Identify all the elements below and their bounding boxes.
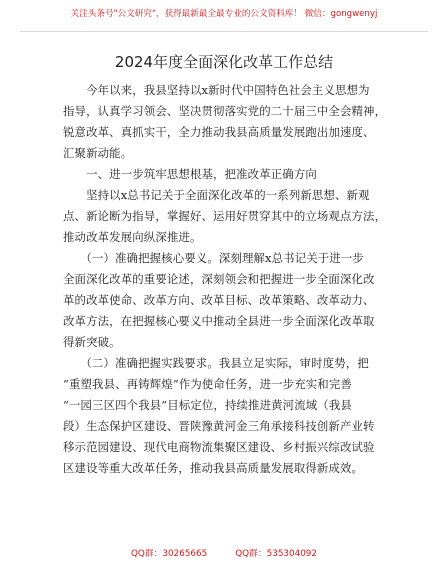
header-divider [20, 31, 428, 32]
text-line: （一）准确把握核心要义。深刻理解x总书记关于进一步 [63, 251, 364, 265]
promo-header: 关注头条号"公文研究"，获得最新最全最专业的公文资料库！ 微信：gongwenyj [70, 9, 378, 19]
document-body [63, 80, 385, 479]
text-line: 点、新论断为指导，掌握好、运用好贯穿其中的立场观点方法， [63, 209, 387, 223]
text-line: 段）生态保护区建设、晋陕豫黄河金三角承接科技创新产业转 [63, 419, 375, 433]
text-line: 汇聚新动能。 [63, 146, 133, 160]
text-line: “一园三区四个我县”目标定位，持续推进黄河流域（我县 [63, 398, 352, 412]
text-line: 推动改革发展向纵深推进。 [63, 230, 202, 244]
text-line: 锐意改革、真抓实干，全力推动我县高质量发展跑出加速度、 [63, 125, 375, 139]
text-line: 区建设等重大改革任务，推动我县高质量发展取得新成效。 [63, 461, 364, 475]
text-line: 今年以来，我县坚持以x新时代中国特色社会主义思想为 [63, 83, 370, 97]
paragraph-section-1 [63, 185, 385, 248]
footer-contacts [0, 548, 448, 560]
section-heading-1 [63, 164, 385, 185]
text-line: 移示范园建设、现代电商物流集聚区建设、乡村振兴综改试验 [63, 440, 375, 454]
text-line: 指导，认真学习领会、坚决贯彻落实党的二十届三中全会精神， [63, 104, 387, 118]
document-title: 2024年度全面深化改革工作总结 [114, 53, 334, 71]
footer-qq-group-2: QQ群：535304092 [235, 549, 318, 559]
section-heading-text: 一、进一步筑牢思想根基，把准改革正确方向 [63, 167, 317, 181]
paragraph-subsection-2 [63, 353, 385, 479]
text-line: （二）准确把握实践要求。我县立足实际，审时度势，把 [63, 356, 369, 370]
text-line: 全面深化改革的重要论述，深刻领会和把握进一步全面深化改 [63, 272, 375, 286]
footer-qq-group-1: QQ群：30265665 [130, 549, 208, 559]
text-line: 坚持以x总书记关于全面深化改革的一系列新思想、新观 [63, 188, 370, 202]
text-line: 得新突破。 [63, 335, 121, 349]
paragraph-intro [63, 80, 385, 164]
text-line: 革的改革使命、改革方向、改革目标、改革策略、改革动力、 [63, 293, 375, 307]
paragraph-subsection-1 [63, 248, 385, 353]
text-line: 改革方法，在把握核心要义中推动全县进一步全面深化改革取 [63, 314, 375, 328]
text-line: “重塑我县、再铸辉煌”作为使命任务，进一步充实和完善 [63, 377, 352, 391]
